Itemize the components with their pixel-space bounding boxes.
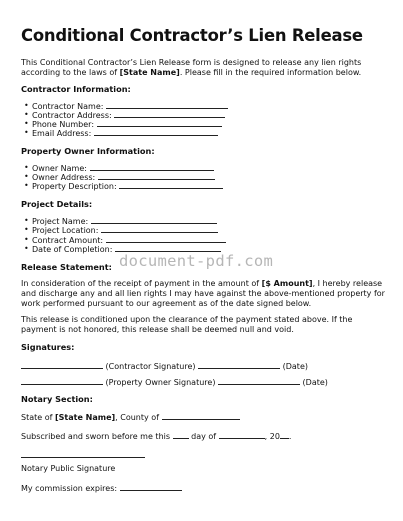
notary-state-row: State of [State Name], County of [21, 412, 240, 422]
notary-signature-label: Notary Public Signature [21, 464, 116, 473]
notary-state-placeholder: [State Name] [54, 413, 116, 422]
owner-name-field[interactable]: • Owner Name: [32, 163, 214, 173]
watermark: document-pdf.com [119, 252, 274, 270]
owner-signature-row: (Property Owner Signature) (Date) [21, 377, 328, 387]
phone-number-field[interactable]: • Phone Number: [32, 119, 222, 129]
date-of-completion-line[interactable] [115, 244, 221, 252]
sworn-day-line[interactable] [173, 431, 189, 439]
commission-row: My commission expires: [21, 483, 182, 493]
owner-name-line[interactable] [90, 163, 214, 171]
date-of-completion-field[interactable]: • Date of Completion: [32, 244, 221, 254]
contractor-signature-row: (Contractor Signature) (Date) [21, 361, 308, 371]
sworn-month-line[interactable] [219, 431, 265, 439]
project-name-field[interactable]: • Project Name: [32, 216, 217, 226]
release-p1-line-3: work performed pursuant to our agreement as of the date signed below. [21, 299, 312, 308]
contractor-name-field[interactable]: • Contractor Name: [32, 101, 228, 111]
contract-amount-line[interactable] [106, 235, 226, 243]
signatures-heading: Signatures: [21, 342, 75, 352]
release-p1-line-2: and discharge any and all lien rights I may have against the above-mentioned property for [21, 289, 385, 298]
property-description-field[interactable]: • Property Description: [32, 181, 223, 191]
contract-amount-field[interactable]: • Contract Amount: [32, 235, 226, 245]
document-title: Conditional Contractor’s Lien Release [21, 26, 363, 45]
intro-line-2: according to the laws of [State Name]. Please fill in the required information below. [21, 68, 362, 77]
contractor-address-field[interactable]: • Contractor Address: [32, 110, 225, 120]
notary-signature-line[interactable] [21, 450, 145, 458]
phone-number-line[interactable] [97, 119, 222, 127]
release-heading: Release Statement: [21, 262, 112, 272]
project-location-line[interactable] [101, 225, 218, 233]
owner-date-line[interactable] [218, 377, 300, 385]
notary-heading: Notary Section: [21, 394, 93, 404]
owner-address-field[interactable]: • Owner Address: [32, 172, 215, 182]
project-heading: Project Details: [21, 199, 93, 209]
contractor-date-line[interactable] [198, 361, 280, 369]
release-p2-line-1: This release is conditioned upon the clearance of the payment stated above. If the [21, 315, 353, 324]
project-location-field[interactable]: • Project Location: [32, 225, 218, 235]
contractor-heading: Contractor Information: [21, 84, 131, 94]
intro-line-1: This Conditional Contractor’s Lien Release form is designed to release any lien rights [21, 58, 362, 67]
email-address-line[interactable] [94, 128, 218, 136]
release-p2-line-2: payment is not honored, this release shall be deemed null and void. [21, 325, 294, 334]
owner-address-line[interactable] [98, 172, 215, 180]
county-line[interactable] [162, 412, 240, 420]
property-description-line[interactable] [119, 181, 223, 189]
amount-placeholder: [$ Amount] [261, 279, 313, 288]
project-name-line[interactable] [91, 216, 217, 224]
sworn-row: Subscribed and sworn before me this day of , 20 . [21, 432, 292, 441]
owner-heading: Property Owner Information: [21, 146, 155, 156]
contractor-address-line[interactable] [114, 110, 225, 118]
email-address-field[interactable]: • Email Address: [32, 128, 218, 138]
owner-signature-line[interactable] [21, 377, 103, 385]
contractor-signature-line[interactable] [21, 361, 103, 369]
notary-signature-line-row [21, 450, 145, 460]
contractor-name-line[interactable] [106, 101, 228, 109]
state-name-placeholder: [State Name] [119, 68, 180, 77]
commission-expires-line[interactable] [120, 483, 182, 491]
sworn-year-line[interactable] [280, 431, 289, 439]
release-p1-line-1: In consideration of the receipt of payment in the amount of [$ Amount], I hereby release [21, 279, 383, 288]
